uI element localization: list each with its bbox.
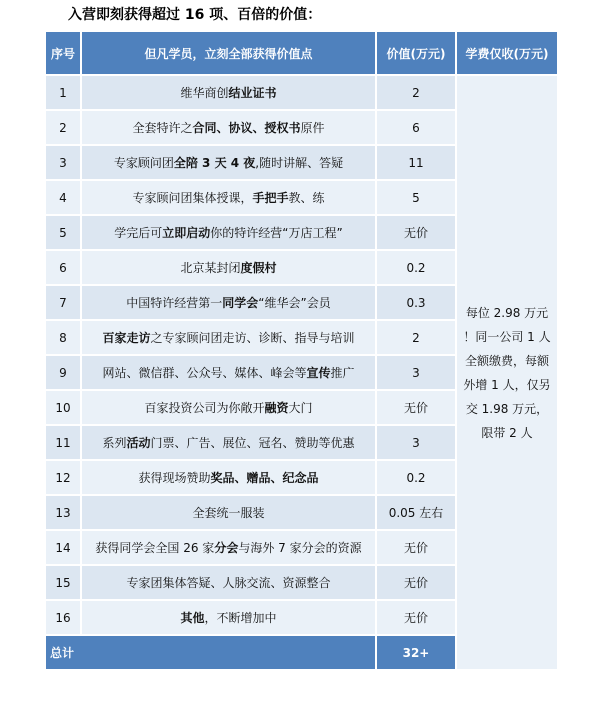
item-text-pre: 网站、微信群、公众号、媒体、峰会等 xyxy=(102,366,307,380)
row-number: 7 xyxy=(45,285,81,320)
item-text-post: “维华会”会员 xyxy=(258,296,331,310)
fee-line: 全额缴费，每额 xyxy=(464,353,549,368)
item-text-post: 教、练 xyxy=(288,191,325,205)
header-item: 但凡学员，立刻全部获得价值点 xyxy=(81,31,376,75)
row-number: 9 xyxy=(45,355,81,390)
row-value: 6 xyxy=(376,110,456,145)
row-item xyxy=(81,320,376,355)
row-value: 无价 xyxy=(376,530,456,565)
item-text-post: ，不断增加中 xyxy=(204,611,277,625)
row-value: 无价 xyxy=(376,215,456,250)
item-text-pre: 学完后可 xyxy=(114,226,163,240)
item-text-post: 之专家顾问团走访、诊断、指导与培训 xyxy=(150,331,355,345)
fee-line: 每位 2.98 万元 xyxy=(465,305,549,320)
item-text-bold: 立即启动 xyxy=(162,226,211,240)
item-text-pre: 百家投资公司为你敞开 xyxy=(144,401,265,415)
item-text-post: 你的特许经营“万店工程” xyxy=(210,226,343,240)
row-number: 4 xyxy=(45,180,81,215)
item-text-bold: 同学会 xyxy=(222,296,259,310)
item-text-bold: 百家走访 xyxy=(102,331,151,345)
row-value: 3 xyxy=(376,425,456,460)
total-label: 总计 xyxy=(45,635,376,670)
row-number: 14 xyxy=(45,530,81,565)
row-item xyxy=(81,390,376,425)
row-value: 2 xyxy=(376,320,456,355)
item-text-pre: 获得现场赞助 xyxy=(138,471,211,485)
row-number: 13 xyxy=(45,495,81,530)
item-text-bold: 分会 xyxy=(214,541,239,555)
item-text-bold: 结业证书 xyxy=(228,86,277,100)
row-item xyxy=(81,495,376,530)
fee-line: 外增 1 人，仅另 xyxy=(463,377,551,392)
row-number: 10 xyxy=(45,390,81,425)
row-number: 2 xyxy=(45,110,81,145)
item-text-bold: 手把手 xyxy=(252,191,289,205)
row-value: 0.2 xyxy=(376,250,456,285)
row-number: 6 xyxy=(45,250,81,285)
table-body xyxy=(45,75,558,670)
item-text-pre: 中国特许经营第一 xyxy=(126,296,223,310)
row-value: 0.3 xyxy=(376,285,456,320)
item-text-pre: 全套特许之 xyxy=(132,121,193,135)
total-value: 32+ xyxy=(376,635,456,670)
item-text-pre: 获得同学会全国 26 家 xyxy=(95,541,215,555)
row-number: 1 xyxy=(45,75,81,110)
row-item xyxy=(81,425,376,460)
row-item xyxy=(81,215,376,250)
row-value: 5 xyxy=(376,180,456,215)
item-text-bold: 融资 xyxy=(264,401,289,415)
fee-note xyxy=(456,75,558,670)
row-item xyxy=(81,565,376,600)
row-item xyxy=(81,145,376,180)
header-row xyxy=(45,31,558,75)
item-text-post: 原件 xyxy=(300,121,325,135)
table-row xyxy=(45,75,558,110)
row-number: 16 xyxy=(45,600,81,635)
item-text-pre: 专家顾问团集体授课， xyxy=(132,191,253,205)
row-item xyxy=(81,530,376,565)
row-value: 11 xyxy=(376,145,456,180)
item-text-pre: 全套统一服装 xyxy=(192,506,265,520)
row-number: 8 xyxy=(45,320,81,355)
item-text-post: 推广 xyxy=(330,366,355,380)
row-number: 11 xyxy=(45,425,81,460)
row-number: 5 xyxy=(45,215,81,250)
row-item xyxy=(81,460,376,495)
row-value: 无价 xyxy=(376,600,456,635)
row-item xyxy=(81,250,376,285)
item-text-bold: 全陪 3 天 4 夜 xyxy=(173,156,256,170)
item-text-bold: 度假村 xyxy=(240,261,277,275)
row-value: 无价 xyxy=(376,565,456,600)
item-text-post: 门票、广告、展位、冠名、赞助等优惠 xyxy=(150,436,355,450)
row-value: 0.2 xyxy=(376,460,456,495)
fee-line: 限带 2 人 xyxy=(481,425,533,440)
item-text-bold: 活动 xyxy=(126,436,151,450)
header-fee: 学费仅收(万元) xyxy=(456,31,558,75)
item-text-bold: 其他 xyxy=(180,611,205,625)
row-number: 15 xyxy=(45,565,81,600)
fee-line: ！同一公司 1 人 xyxy=(463,329,551,344)
item-text-pre: 北京某封闭 xyxy=(180,261,241,275)
row-value: 3 xyxy=(376,355,456,390)
item-text-bold: 合同、协议、授权书 xyxy=(192,121,301,135)
item-text-post: 与海外 7 家分会的资源 xyxy=(238,541,362,555)
row-item xyxy=(81,180,376,215)
item-text-post: ,随时讲解、答疑 xyxy=(255,156,344,170)
item-text-pre: 专家顾问团 xyxy=(113,156,174,170)
item-text-post: 大门 xyxy=(288,401,313,415)
row-item xyxy=(81,110,376,145)
value-table xyxy=(44,30,559,671)
row-number: 3 xyxy=(45,145,81,180)
page-title: 入营即刻获得超过 16 项、百倍的价值： xyxy=(68,7,322,23)
row-number: 12 xyxy=(45,460,81,495)
header-value: 价值(万元) xyxy=(376,31,456,75)
item-text-pre: 专家团集体答疑、人脉交流、资源整合 xyxy=(126,576,331,590)
row-value: 0.05 左右 xyxy=(376,495,456,530)
item-text-pre: 维华商创 xyxy=(180,86,229,100)
header-no: 序号 xyxy=(45,31,81,75)
item-text-bold: 宣传 xyxy=(306,366,331,380)
row-value: 无价 xyxy=(376,390,456,425)
row-item xyxy=(81,355,376,390)
item-text-bold: 奖品、赠品、纪念品 xyxy=(210,471,319,485)
row-item xyxy=(81,285,376,320)
item-text-pre: 系列 xyxy=(102,436,127,450)
row-item xyxy=(81,75,376,110)
row-item xyxy=(81,600,376,635)
fee-line: 交 1.98 万元， xyxy=(465,401,549,416)
row-value: 2 xyxy=(376,75,456,110)
